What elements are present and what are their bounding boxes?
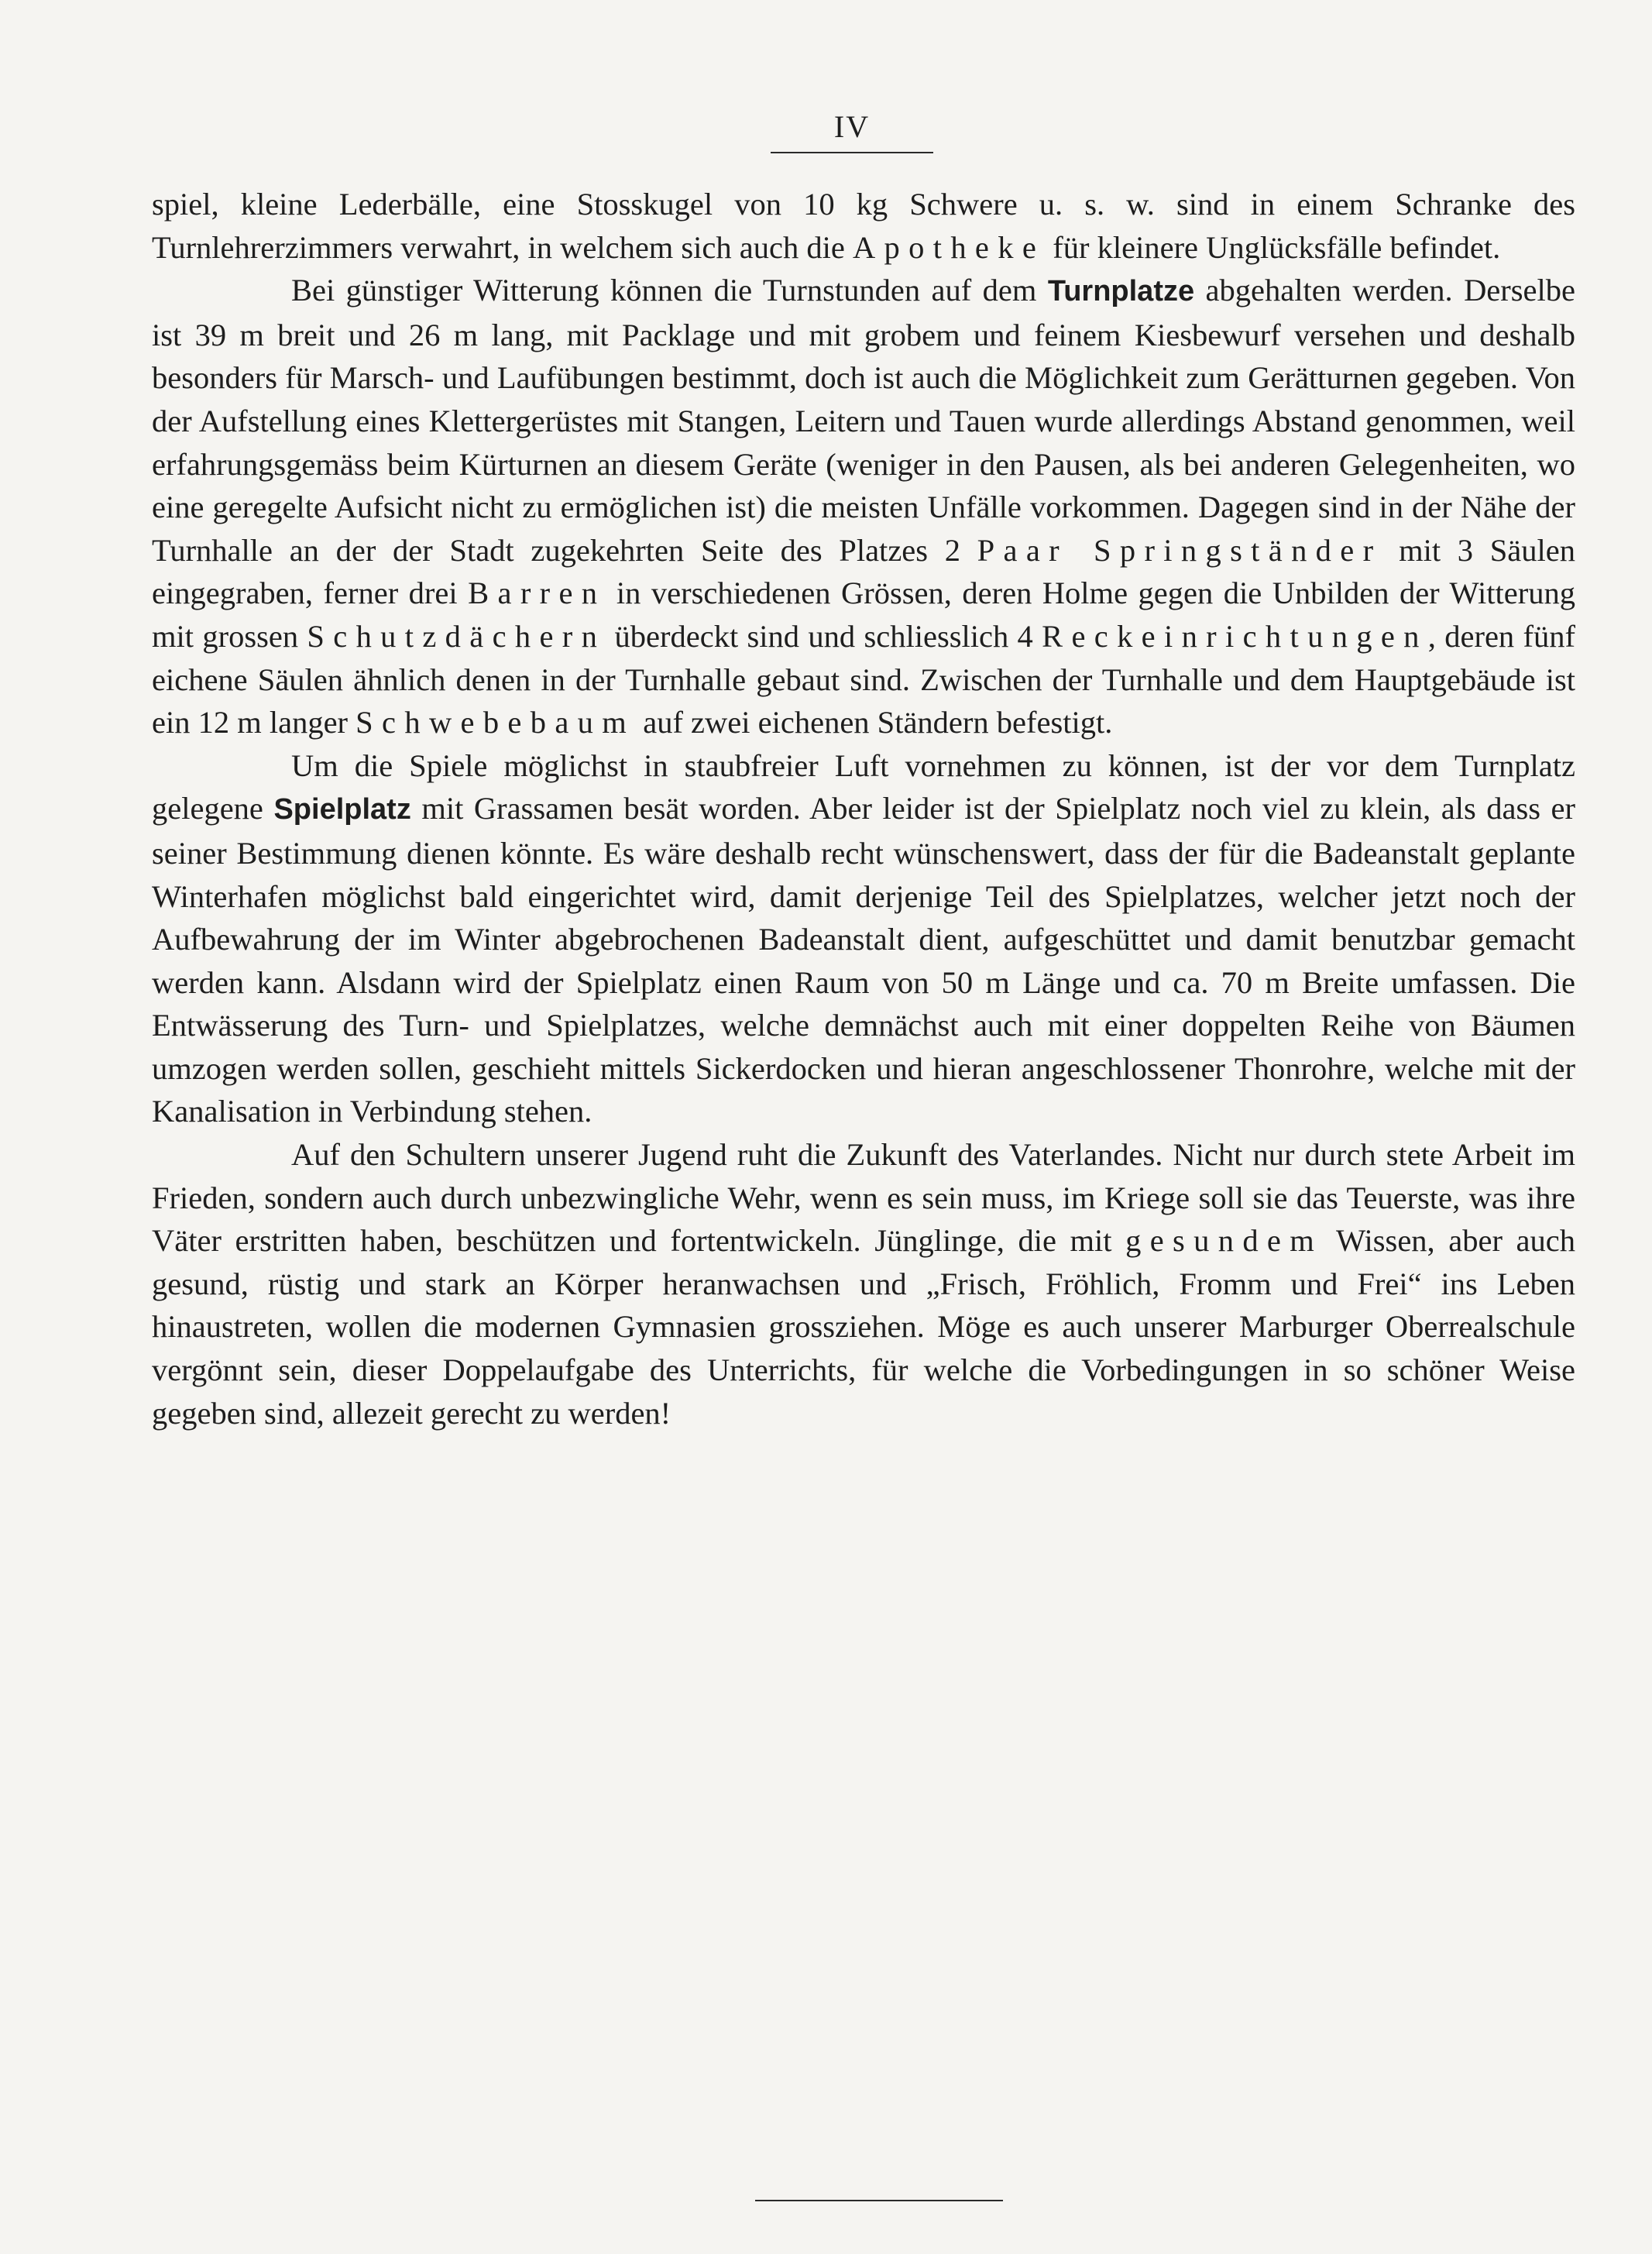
text-segment: Um die Spiele möglichst in staubfreier Luft vornehmen zu können, ist der vor dem Turnplatz gelegene bbox=[152, 747, 1575, 826]
emphasis-spaced: Apotheke bbox=[852, 229, 1046, 265]
emphasis-spaced: gesundem bbox=[1125, 1223, 1324, 1259]
header-rule bbox=[771, 152, 933, 153]
text-segment: abgehalten werden. Derselbe ist 39 m breit und 26 m lang, mit Packlage und mit grobem und feinem Kiesbewurf versehen und deshalb besonders für Marsch- und Laufübungen bestimmt, doch ist auch die Möglichkeit zum Gerätturnen gegeben. Von der Aufstellung eines Klettergerüstes mit Stangen, Leitern und Tauen wurde allerdings Abstand genommen, weil erfahrungsgemäss beim Kürturnen an diesem Geräte (weniger in den Pausen, als bei anderen Gelegenheiten, wo eine geregelte Aufsicht nicht zu ermöglichen ist) die meisten Unfälle vorkommen. Dagegen sind in der Nähe der Turnhalle an der der Stadt zugekehrten Seite des Platzes 2 bbox=[152, 273, 1575, 568]
emphasis-spaced: Schwebebaum bbox=[355, 705, 636, 740]
body-text bbox=[152, 183, 1575, 1435]
page-number: IV bbox=[833, 109, 871, 144]
text-segment: auf zwei eichenen Ständern befestigt. bbox=[635, 705, 1113, 740]
text-segment: spiel, kleine Lederbälle, eine Stosskugel von 10 kg Schwere u. s. w. sind in einem Schranke des Turnlehrerzimmers verwahrt, in welchem sich auch die bbox=[152, 187, 1575, 265]
paragraph bbox=[152, 744, 1575, 1133]
end-rule bbox=[755, 2200, 1003, 2201]
text-segment: mit 3 Säulen eingegraben, ferner drei bbox=[152, 532, 1575, 611]
text-segment: Bei günstiger Witterung können die Turnstunden auf dem bbox=[291, 273, 1048, 308]
paragraph bbox=[152, 1133, 1575, 1435]
emphasis-spaced: Schutzdächern bbox=[307, 618, 606, 654]
text-segment: , deren fünf eichene Säulen ähnlich denen in der Turnhalle gebaut sind. Zwischen der Turnhalle und dem Hauptgebäude ist ein 12 m langer bbox=[152, 618, 1575, 740]
text-segment: für kleinere Unglücksfälle befindet. bbox=[1045, 229, 1501, 265]
text-segment: Auf den Schultern unserer Jugend ruht die Zukunft des Vaterlandes. Nicht nur durch stete Arbeit im Frieden, sondern auch durch unbezwingliche Wehr, wenn es sein muss, im Kriege soll sie das Teuerste, was ihre Väter erstritten haben, beschützen und fortentwickeln. Jünglinge, die mit bbox=[152, 1137, 1575, 1259]
text-segment: in verschiedenen Grössen, deren Holme gegen die Unbilden der Witterung mit grossen bbox=[152, 576, 1575, 654]
text-segment: Wissen, aber auch gesund, rüstig und stark an Körper heranwachsen und „Frisch, Fröhlich, Fromm und Frei“ ins Leben hinaustreten, wollen die modernen Gymnasien grossziehen. Möge es auch unserer Marburger Oberrealschule vergönnt sein, dieser Doppelaufgabe des Unterrichts, für welche die Vorbedingungen in so schöner Weise gegeben sind, allezeit gerecht zu werden! bbox=[152, 1223, 1576, 1431]
emphasis-bold: Spielplatz bbox=[273, 793, 411, 826]
emphasis-bold: Turnplatze bbox=[1047, 275, 1195, 308]
text-segment: überdeckt sind und schliesslich 4 bbox=[606, 618, 1042, 654]
text-segment: mit Grassamen besät worden. Aber leider ist der Spielplatz noch viel zu klein, als dass er seiner Bestimmung dienen könnte. Es wäre deshalb recht wünschenswert, dass der für die Badeanstalt geplante Winterhafen möglichst bald eingerichtet wird, damit derjenige Teil des Spielplatzes, welcher jetzt noch der Aufbewahrung der im Winter abgebrochenen Badeanstalt dient, aufgeschüttet und damit benutzbar gemacht werden kann. Alsdann wird der Spielplatz einen Raum von 50 m Länge und ca. 70 m Breite umfassen. Die Entwässerung des Turn- und Spielplatzes, welche demnächst auch mit einer doppelten Reihe von Bäumen umzogen werden sollen, geschieht mittels Sickerdocken und hieran angeschlossener Thonrohre, welche mit der Kanalisation in Verbindung stehen. bbox=[152, 791, 1576, 1129]
emphasis-spaced: Barren bbox=[468, 576, 606, 611]
emphasis-spaced: Reckeinrichtungen bbox=[1042, 618, 1428, 654]
emphasis-spaced: Paar Springständer bbox=[977, 532, 1382, 568]
paragraph bbox=[152, 269, 1575, 744]
paragraph bbox=[152, 183, 1575, 269]
